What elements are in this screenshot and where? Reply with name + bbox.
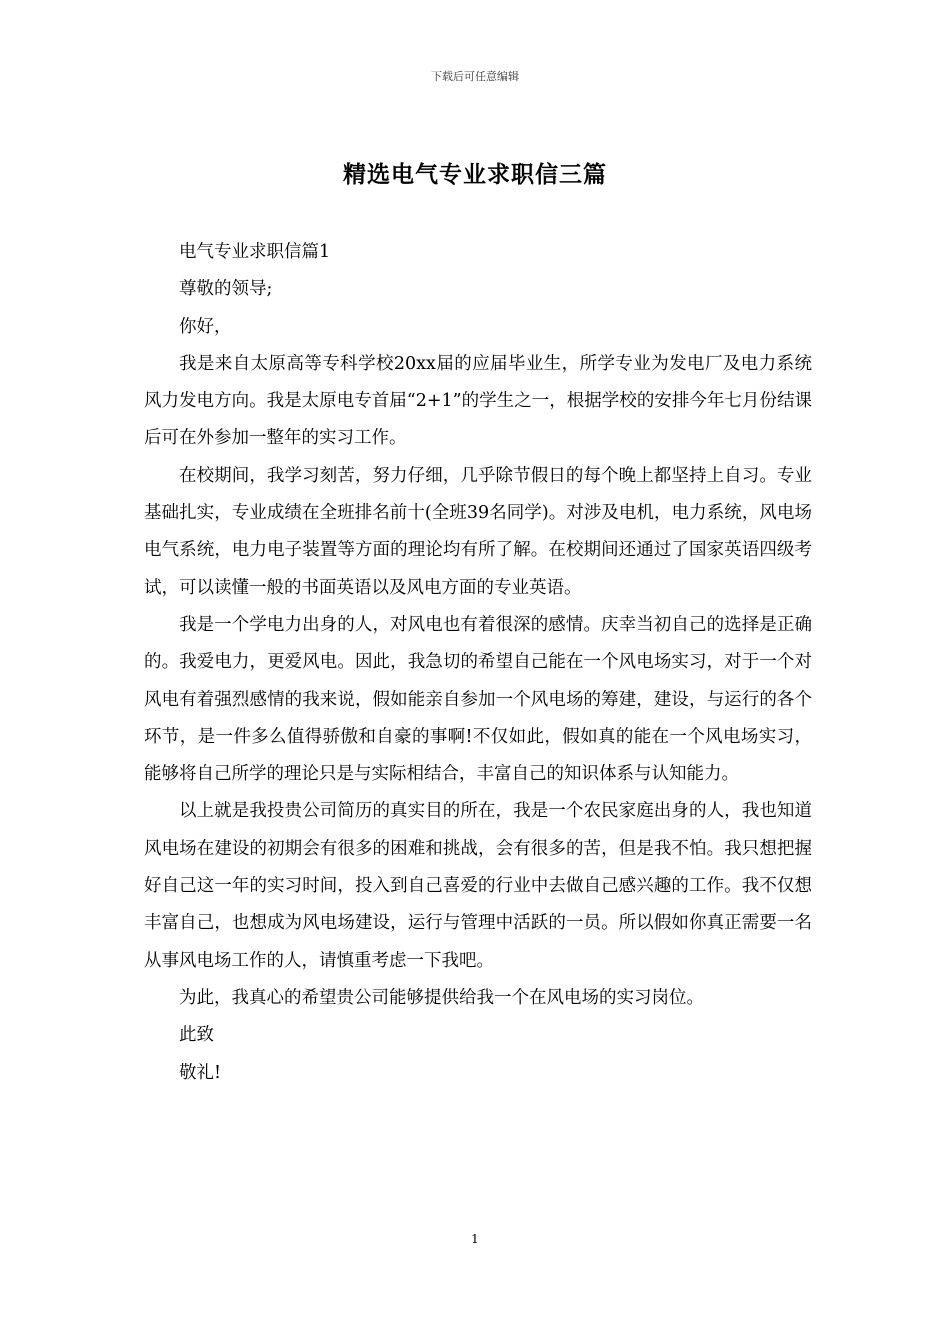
paragraph-request: 为此，我真心的希望贵公司能够提供给我一个在风电场的实习岗位。 bbox=[179, 987, 704, 1008]
paragraph-school-performance: 在校期间，我学习刻苦，努力仔细，几乎除节假日的每个晚上都坚持上自习。专业基础扎实，专业成绩在全班排名前十(全班39名同学)。对涉及电机，电力系统，风电场电气系统，电力电子装置等方面的理论均有所了解。在校期间还通过了国家英语四级考试，可以读懂一般的书面英语以及风电方面的专业英语。 bbox=[144, 465, 812, 598]
header-note: 下载后可任意编辑 bbox=[431, 70, 519, 83]
paragraph-motivation: 我是一个学电力出身的人，对风电也有着很深的感情。庆幸当初自己的选择是正确的。我爱电力，更爱风电。因此，我急切的希望自己能在一个风电场实习，对于一个对风电有着强烈感情的我来说，假如能亲自参加一个风电场的筹建，建设，与运行的各个环节，是一件多么值得骄傲和自豪的事啊!不仅如此，假如真的能在一个风电场实习，能够将自己所学的理论只是与实际相结合，丰富自己的知识体系与认知能力。 bbox=[144, 614, 812, 785]
document-title: 精选电气专业求职信三篇 bbox=[343, 161, 607, 188]
paragraph-introduction: 我是来自太原高等专科学校20xx届的应届毕业生，所学专业为发电厂及电力系统风力发电方向。我是太原电专首届“2+1”的学生之一，根据学校的安排今年七月份结课后可在外参加一整年的实习工作。 bbox=[144, 353, 812, 449]
page-number: 1 bbox=[471, 1232, 479, 1246]
closing-regards: 敬礼! bbox=[179, 1062, 222, 1083]
paragraph-purpose: 以上就是我投贵公司简历的真实目的所在，我是一个农民家庭出身的人，我也知道风电场在建设的初期会有很多的困难和挑战，会有很多的苦，但是我不怕。我只想把握好自己这一年的实习时间，投入到自己喜爱的行业中去做自己感兴趣的工作。我不仅想丰富自己，也想成为风电场建设，运行与管理中活跃的一员。所以假如你真正需要一名从事风电场工作的人，请慎重考虑一下我吧。 bbox=[144, 801, 812, 971]
greeting: 你好， bbox=[179, 316, 232, 337]
letter-heading: 电气专业求职信篇1 bbox=[179, 242, 331, 262]
closing-line: 此致 bbox=[179, 1025, 214, 1046]
salutation: 尊敬的领导; bbox=[179, 279, 273, 300]
letter-body bbox=[144, 234, 812, 1092]
